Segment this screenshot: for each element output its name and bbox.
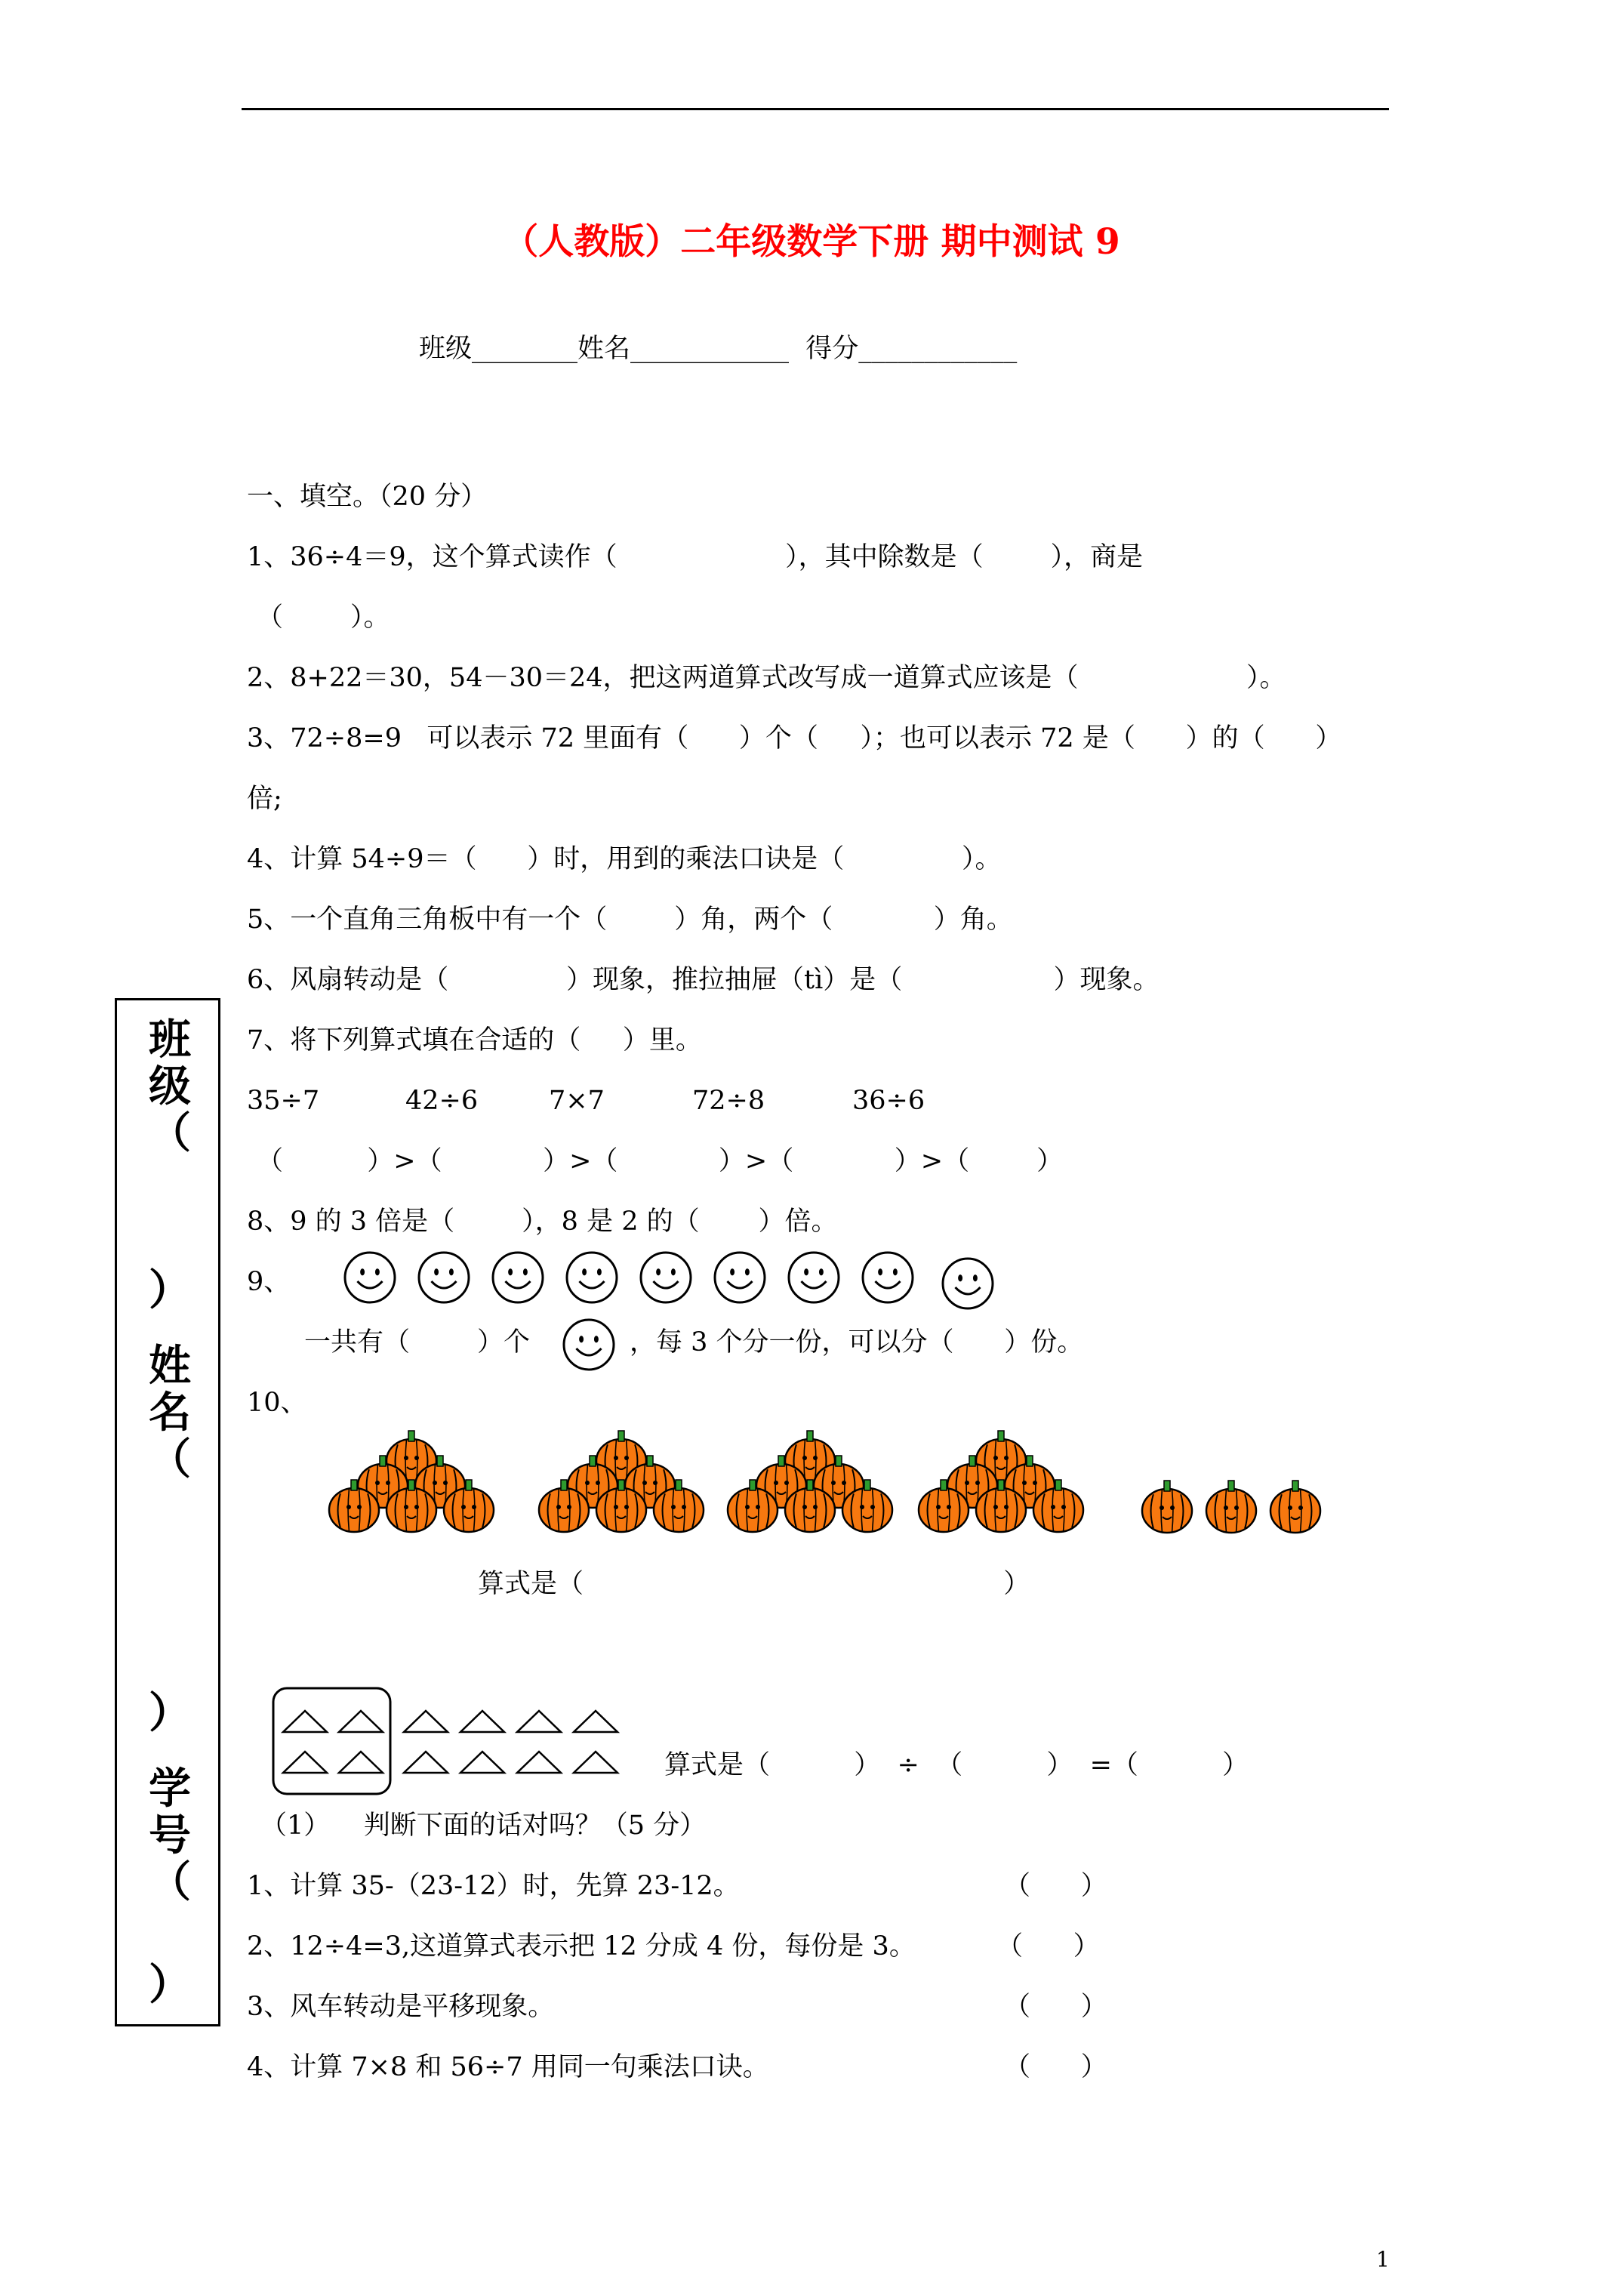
question-1-line-2: （ ）。 — [257, 603, 390, 633]
page-number: 1 — [1376, 2247, 1390, 2272]
judge-blank-3: （ ） — [1004, 1992, 1107, 2022]
strip-char: 号 — [149, 1811, 191, 1860]
triangle-icon — [574, 1752, 617, 1773]
expression: 72÷8 — [692, 1086, 765, 1116]
question-9-label: 9、 — [247, 1267, 291, 1297]
strip-char: 学 — [149, 1764, 191, 1814]
triangle-icon — [574, 1711, 617, 1732]
triangle-icon — [283, 1752, 327, 1773]
strip-char: ） — [149, 1960, 191, 2010]
student-info-line: 班级________姓名____________ 得分____________ — [419, 334, 1018, 364]
comparison-blanks: （ ）>（ ）>（ ）>（ ）>（ ） — [257, 1146, 1064, 1176]
judge-item-2: 2、12÷4=3,这道算式表示把 12 分成 4 份，每份是 3。 — [247, 1931, 916, 1962]
section-heading-true-false: （1） 判断下面的话对吗？（5 分） — [260, 1811, 707, 1841]
triangle-icon — [339, 1711, 383, 1732]
strip-char: ） — [149, 1688, 191, 1738]
judge-item-4: 4、计算 7×8 和 56÷7 用同一句乘法口诀。 — [247, 2052, 769, 2082]
strip-char: （ — [149, 1435, 191, 1484]
question-9-text-b: ，每 3 个分一份，可以分（ ）份。 — [630, 1327, 1084, 1358]
question-9-text-a: 一共有（ ）个 — [304, 1327, 531, 1358]
triangle-icon — [404, 1711, 448, 1732]
section-heading-fill-blank: 一、填空。（20 分） — [247, 482, 488, 512]
question-7: 7、将下列算式填在合适的（ ）里。 — [247, 1025, 702, 1056]
question-1-line-1: 1、36÷4＝9，这个算式读作（ ），其中除数是（ ），商是 — [247, 542, 1144, 572]
expression: 35÷7 — [247, 1086, 320, 1116]
question-3-line-1: 3、72÷8=9 可以表示 72 里面有（ ）个（ ）；也可以表示 72 是（ ）的（ ） — [247, 723, 1342, 754]
strip-char: ） — [149, 1265, 191, 1315]
question-6: 6、风扇转动是（ ）现象，推拉抽屉（tì）是（ ）现象。 — [247, 965, 1160, 995]
strip-char: 名 — [149, 1388, 191, 1438]
triangle-icon — [460, 1752, 504, 1773]
question-5: 5、一个直角三角板中有一个（ ）角，两个（ ）角。 — [247, 905, 1013, 935]
triangle-icon — [283, 1711, 327, 1732]
judge-blank-1: （ ） — [1004, 1871, 1107, 1901]
strip-char: 级 — [149, 1062, 191, 1111]
question-11-formula: 算式是（ ） ÷ （ ） =（ ） — [664, 1750, 1249, 1780]
triangle-icon — [339, 1752, 383, 1773]
triangle-icon — [460, 1711, 504, 1732]
judge-item-3: 3、风车转动是平移现象。 — [247, 1992, 555, 2022]
strip-char: （ — [149, 1857, 191, 1907]
question-3-line-2: 倍; — [247, 784, 282, 814]
judge-blank-2: （ ） — [996, 1931, 1100, 1962]
question-4: 4、计算 54÷9＝（ ）时，用到的乘法口诀是（ ）。 — [247, 844, 1002, 874]
question-8: 8、9 的 3 倍是（ ），8 是 2 的（ ）倍。 — [247, 1207, 838, 1237]
judge-blank-4: （ ） — [1004, 2052, 1107, 2082]
strip-char: 班 — [149, 1015, 191, 1065]
grouping-box — [273, 1688, 390, 1794]
strip-char: （ — [149, 1108, 191, 1158]
triangle-icon — [404, 1752, 448, 1773]
expression: 42÷6 — [405, 1086, 479, 1116]
question-10-label: 10、 — [247, 1388, 307, 1418]
expression: 36÷6 — [852, 1086, 925, 1116]
triangle-icon — [517, 1752, 561, 1773]
strip-char: 姓 — [149, 1341, 191, 1391]
judge-item-1: 1、计算 35-（23-12）时，先算 23-12。 — [247, 1871, 740, 1901]
triangle-icon — [517, 1711, 561, 1732]
question-2: 2、8+22＝30，54－30＝24，把这两道算式改写成一道算式应该是（ ）。 — [247, 663, 1286, 693]
expression: 7×7 — [549, 1086, 605, 1116]
question-10-formula: 算式是（ ） — [478, 1569, 1030, 1599]
page-title: （人教版）二年级数学下册 期中测试 9 — [503, 221, 1120, 263]
